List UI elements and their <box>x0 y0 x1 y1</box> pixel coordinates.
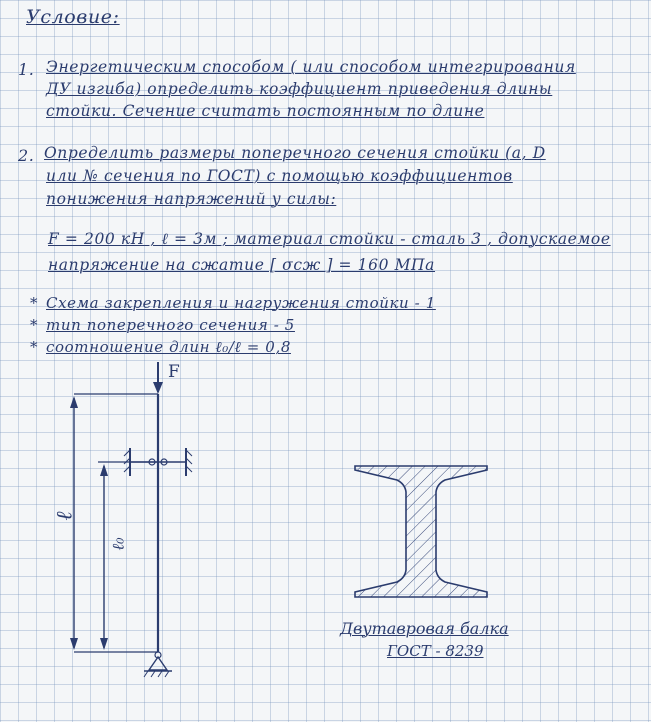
bullet-marker: * <box>30 316 39 334</box>
item-2-number: 2. <box>18 146 35 165</box>
section-name: Двутавровая балка <box>340 619 509 638</box>
length0-label: ℓ₀ <box>108 537 128 551</box>
item-1-line-3: стойки. Сечение считать постоянным по длине <box>46 102 485 120</box>
dimension-l0 <box>100 464 108 650</box>
i-beam-section <box>355 466 487 597</box>
dimension-l <box>70 396 78 650</box>
pinned-support <box>144 652 172 677</box>
length-label: ℓ <box>52 511 78 521</box>
bullet-marker: * <box>30 338 39 356</box>
bullet-scheme: Схема закрепления и нагружения стойки - 1 <box>46 294 436 312</box>
section-gost: ГОСТ - 8239 <box>387 642 484 660</box>
given-line-2: напряжение на сжатие [ σсж ] = 160 МПа <box>48 256 436 274</box>
bullet-marker: * <box>30 294 39 312</box>
item-2-line-1: Определить размеры поперечного сечения стойки (a, D <box>44 144 546 162</box>
bullet-section-type: тип поперечного сечения - 5 <box>46 316 295 334</box>
given-line-1: F = 200 кН , ℓ = 3м ; материал стойки - сталь 3 , допускаемое <box>48 230 611 248</box>
item-2-line-2: или № сечения по ГОСТ) с помощью коэффициентов <box>46 167 513 185</box>
force-arrow <box>153 362 163 394</box>
page-title: Условие: <box>26 6 120 28</box>
item-1-line-1: Энергетическим способом ( или способом интегрирования <box>46 58 576 76</box>
force-label: F <box>168 362 180 382</box>
item-1-line-2: ДУ изгиба) определить коэффициент приведения длины <box>46 80 553 98</box>
item-1-number: 1. <box>18 60 35 79</box>
item-2-line-3: понижения напряжений у силы: <box>46 190 337 208</box>
bullet-length-ratio: соотношение длин ℓ₀/ℓ = 0,8 <box>46 338 291 356</box>
